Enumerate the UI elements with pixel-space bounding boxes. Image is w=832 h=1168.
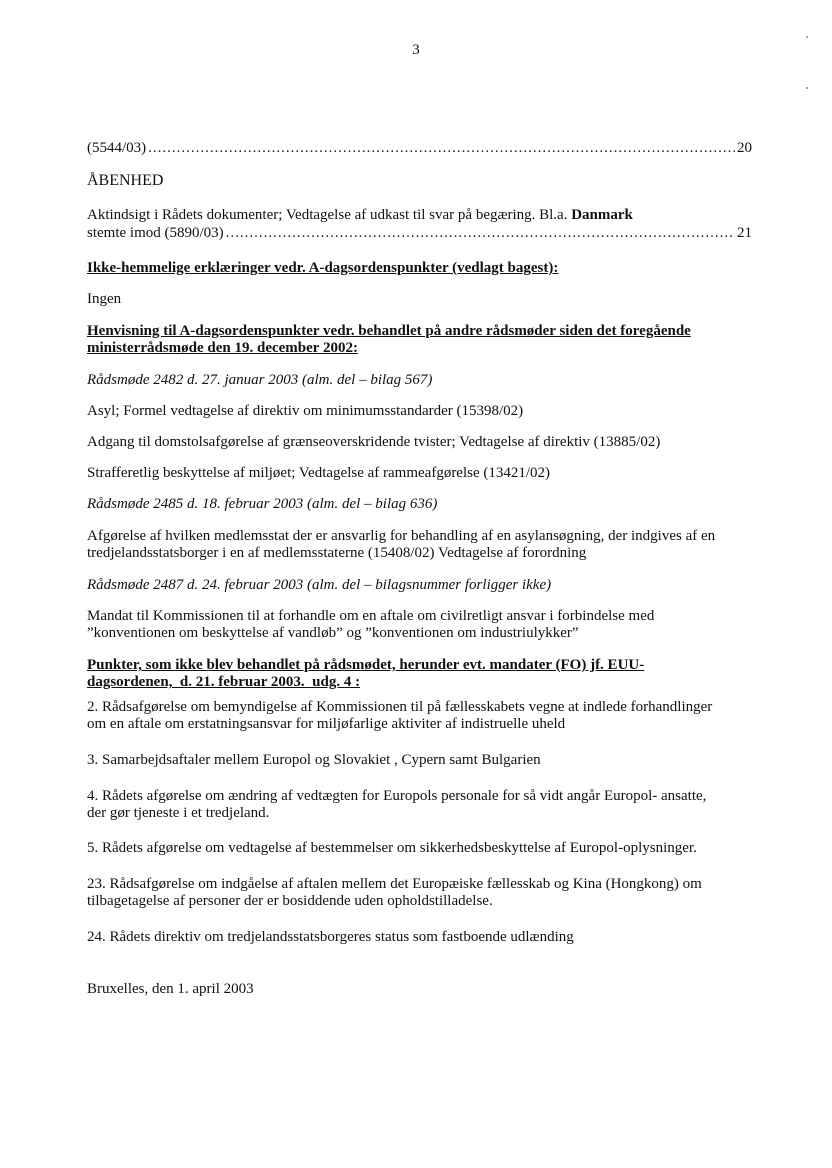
point-item: der gør tjeneste i et tredjeland.	[87, 805, 270, 821]
closing-line: Bruxelles, den 1. april 2003	[87, 981, 254, 997]
scan-speck	[806, 87, 808, 89]
point-item: 23. Rådsafgørelse om indgåelse af aftalen mellem det Europæiske fællesskab og Kina (Hongkong) om	[87, 876, 702, 892]
toc-entry-2-line1	[87, 206, 633, 224]
toc-entry-2-line2	[87, 224, 752, 242]
agenda-item: ”konventionen om beskyttelse af vandløb” og ”konventionen om industriulykker”	[87, 625, 579, 641]
page-number: 3	[412, 42, 420, 58]
heading-declarations: Ikke-hemmelige erklæringer vedr. A-dagsordenspunkter (vedlagt bagest):	[87, 260, 559, 276]
declarations-value: Ingen	[87, 291, 122, 307]
agenda-item: Afgørelse af hvilken medlemsstat der er ansvarlig for behandling af en asylansøgning, der indgives af en	[87, 528, 716, 544]
point-item: 5. Rådets afgørelse om vedtagelse af bestemmelser om sikkerhedsbeskyttelse af Europol-oplysninger.	[87, 840, 697, 856]
point-item: tilbagetagelse af personer der er bosiddende uden opholdstilladelse.	[87, 893, 493, 909]
toc-entry-page: 20	[737, 140, 752, 156]
heading-references-line1: Henvisning til A-dagsordenspunkter vedr. behandlet på andre rådsmøder siden det foregående	[87, 323, 691, 339]
toc-entry-label: stemte imod (5890/03)	[87, 225, 224, 241]
point-item: 2. Rådsafgørelse om bemyndigelse af Kommissionen til på fællesskabets vegne at indlede forhandlinger	[87, 699, 713, 715]
agenda-item: tredjelandsstatsborger i en af medlemsstaterne (15408/02) Vedtagelse af forordning	[87, 545, 587, 561]
scan-speck	[806, 36, 808, 38]
agenda-item: Mandat til Kommissionen til at forhandle om en aftale om civilretligt ansvar i forbindelse med	[87, 608, 655, 624]
agenda-item: Adgang til domstolsafgørelse af grænseoverskridende tvister; Vedtagelse af direktiv (13885/02)	[87, 434, 661, 450]
toc-entry-2-bold: Danmark	[571, 207, 633, 223]
point-item: 4. Rådets afgørelse om ændring af vedtægten for Europols personale for så vidt angår Europol- ansatte,	[87, 788, 707, 804]
heading-points-line1: Punkter, som ikke blev behandlet på rådsmødet, herunder evt. mandater (FO) jf. EUU-	[87, 657, 645, 673]
section-title: ÅBENHED	[87, 172, 164, 189]
heading-references-line2: ministerrådsmøde den 19. december 2002:	[87, 340, 358, 356]
toc-entry	[87, 139, 752, 157]
meeting-heading: Rådsmøde 2487 d. 24. februar 2003 (alm. del – bilagsnummer forligger ikke)	[87, 577, 552, 593]
dot-leader	[148, 139, 735, 157]
heading-points-line2: dagsordenen, d. 21. februar 2003. udg. 4 :	[87, 674, 361, 690]
agenda-item: Asyl; Formel vedtagelse af direktiv om minimumsstandarder (15398/02)	[87, 403, 524, 419]
meeting-heading: Rådsmøde 2485 d. 18. februar 2003 (alm. del – bilag 636)	[87, 496, 438, 512]
toc-entry-page: 21	[737, 225, 752, 241]
meeting-heading: Rådsmøde 2482 d. 27. januar 2003 (alm. del – bilag 567)	[87, 372, 433, 388]
point-item: om en aftale om erstatningsansvar for miljøfarlige aktiviter af indistruelle uheld	[87, 716, 566, 732]
point-item: 24. Rådets direktiv om tredjelandsstatsborgeres status som fastboende udlænding	[87, 929, 574, 945]
agenda-item: Strafferetlig beskyttelse af miljøet; Vedtagelse af rammeafgørelse (13421/02)	[87, 465, 551, 481]
toc-entry-label: (5544/03)	[87, 140, 147, 156]
dot-leader	[226, 224, 735, 242]
toc-entry-2-text: Aktindsigt i Rådets dokumenter; Vedtagelse af udkast til svar på begæring. Bl.a.	[87, 207, 572, 223]
point-item: 3. Samarbejdsaftaler mellem Europol og Slovakiet , Cypern samt Bulgarien	[87, 752, 541, 768]
